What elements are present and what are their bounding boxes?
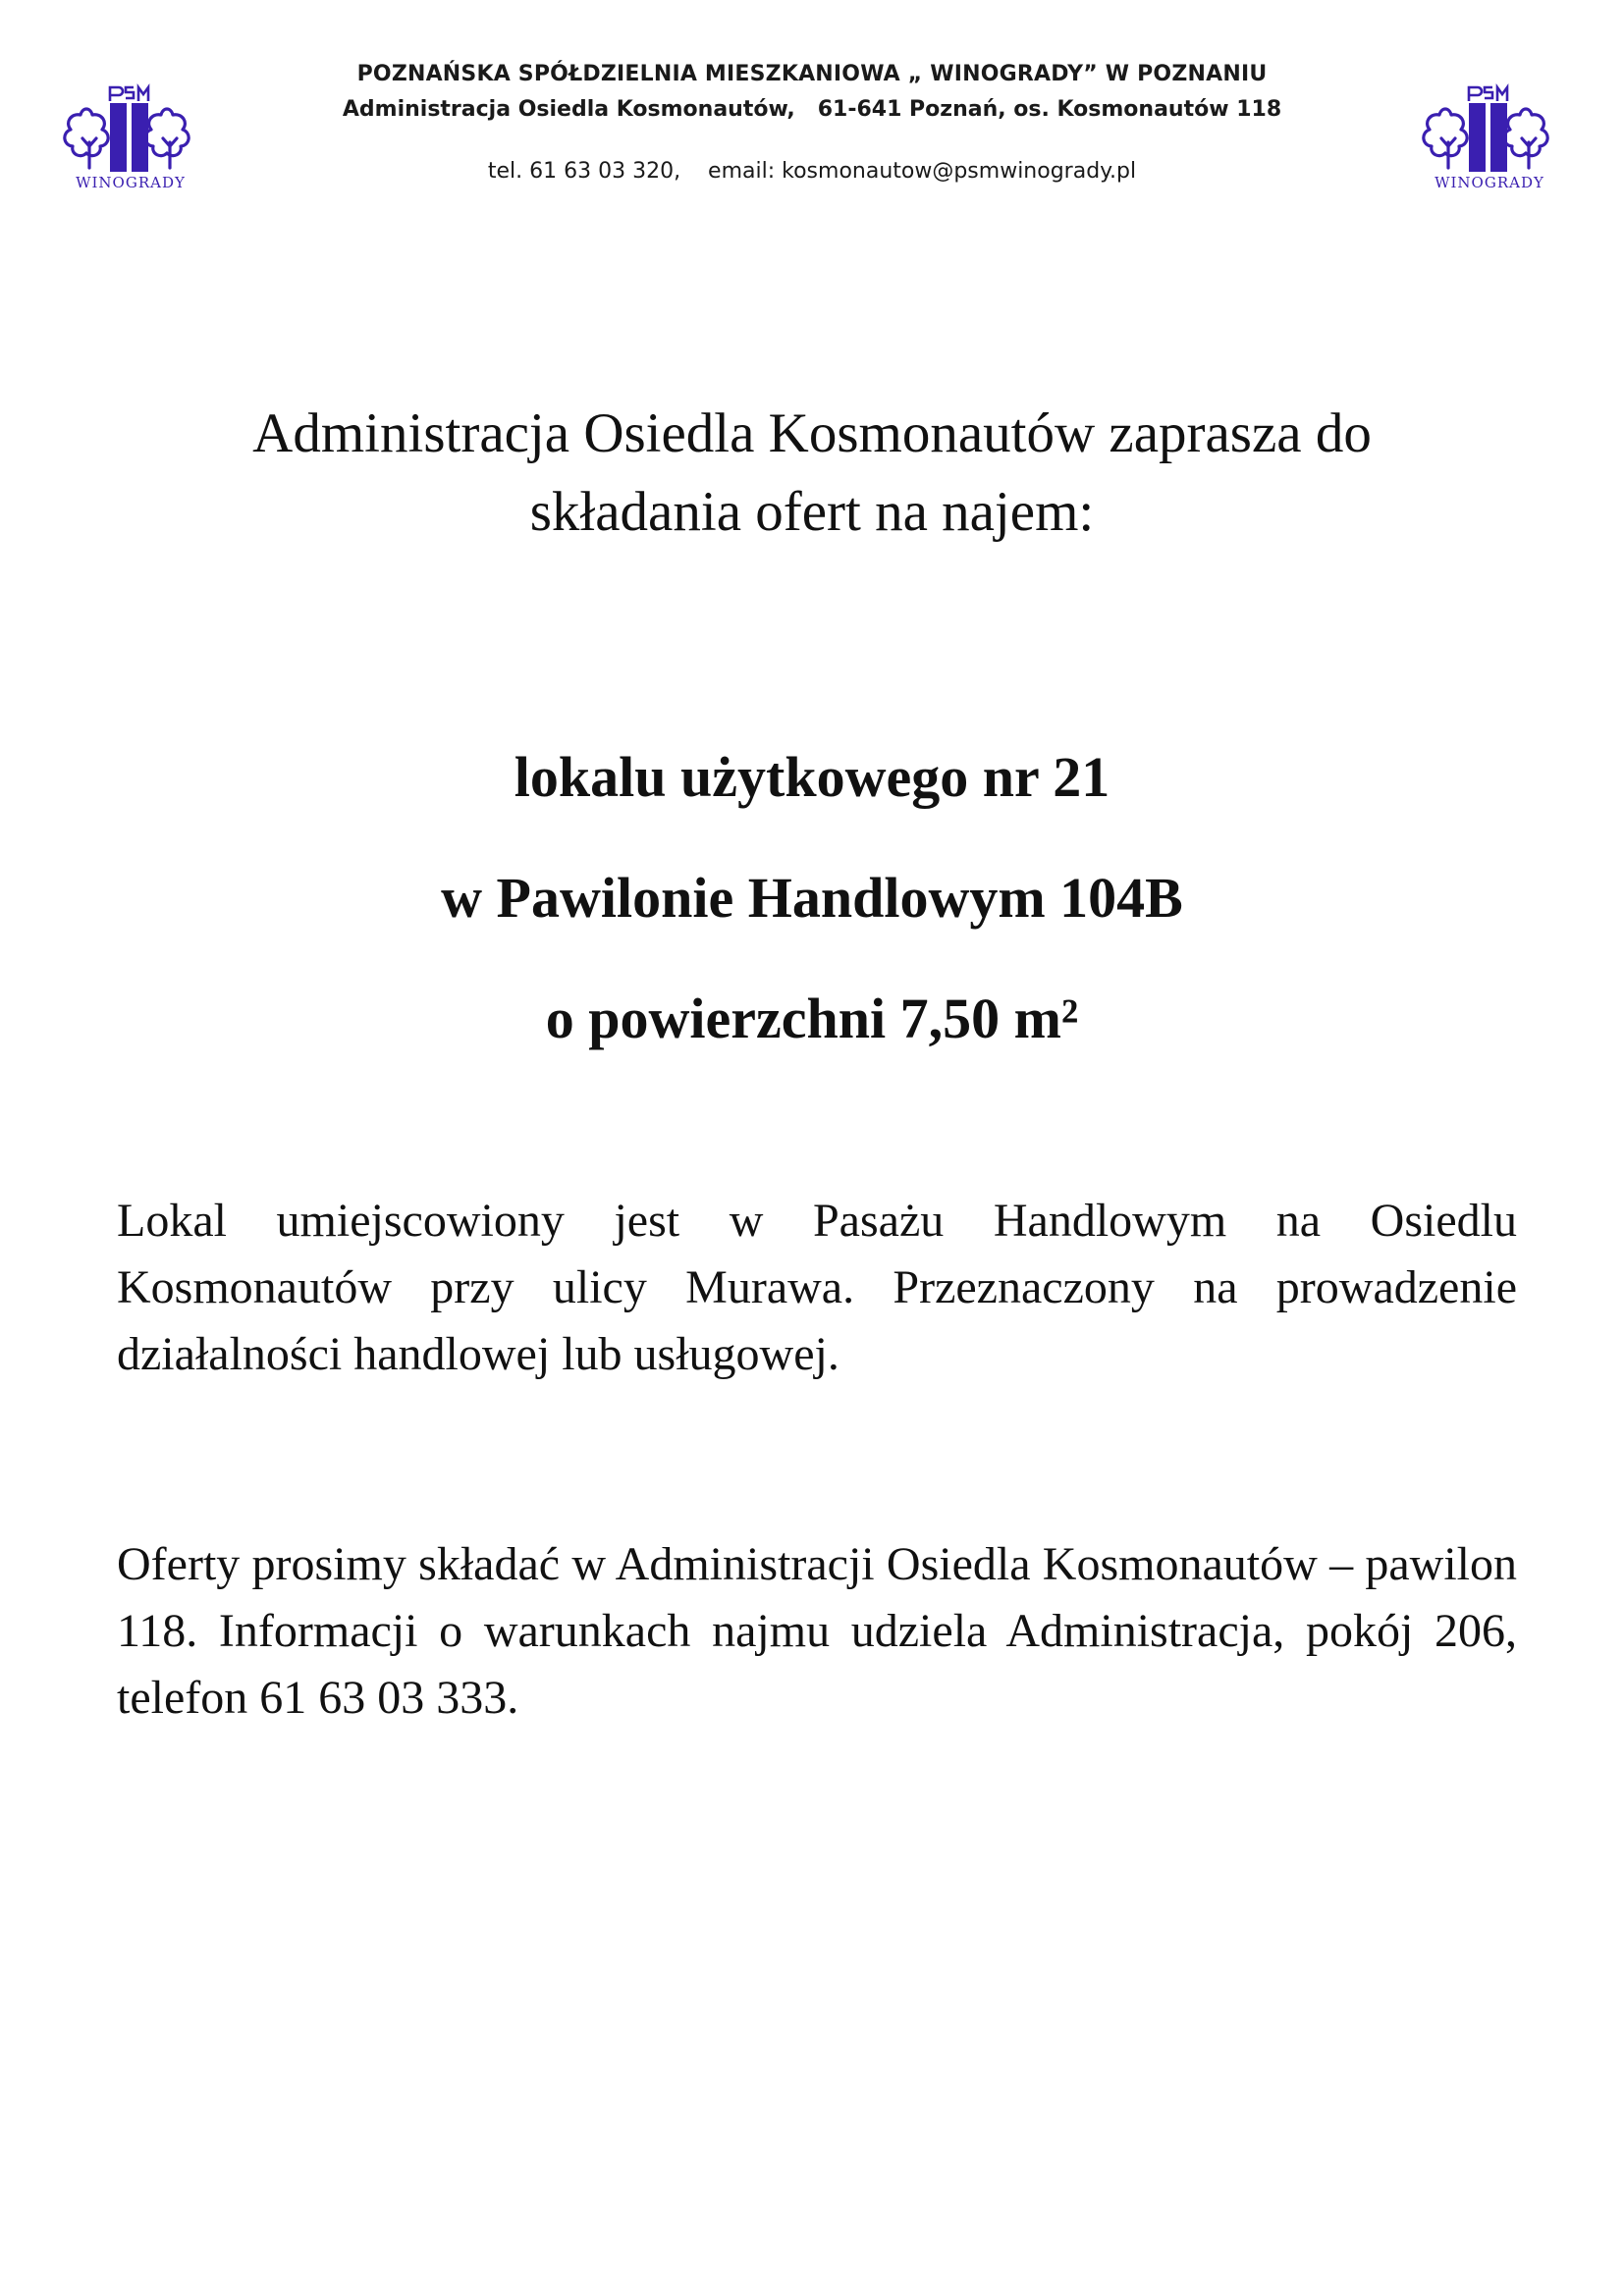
letterhead — [245, 57, 1379, 187]
subject-line-2: w Pawilonie Handlowym 104B — [441, 866, 1183, 930]
invitation-line-1: Administracja Osiedla Kosmonautów zaprasza do — [252, 402, 1372, 464]
invitation-heading — [98, 395, 1526, 552]
psm-logo-icon — [1406, 74, 1573, 191]
psm-winogrady-logo-left — [47, 74, 214, 191]
organization-name: POZNAŃSKA SPÓŁDZIELNIA MIESZKANIOWA „ WINOGRADY” W POZNANIU — [356, 62, 1268, 86]
logo-caption: WINOGRADY — [76, 174, 186, 191]
subject-line-1: lokalu użytkowego nr 21 — [514, 745, 1110, 809]
location-paragraph: Lokal umiejscowiony jest w Pasażu Handlowym na Osiedlu Kosmonautów przy ulicy Murawa. Przeznaczony na prowadzenie działalności handlowej lub usługowej. — [117, 1195, 1517, 1380]
offers-paragraph: Oferty prosimy składać w Administracji Osiedla Kosmonautów – pawilon 118. Informacji o warunkach najmu udziela Administracja, pokój 206, telefon 61 63 03 333. — [117, 1538, 1517, 1724]
contact-info: tel. 61 63 03 320, email: kosmonautow@psmwinogrady.pl — [487, 159, 1137, 184]
psm-winogrady-logo-right — [1406, 74, 1573, 191]
subject-line-3: o powierzchni 7,50 m² — [545, 987, 1079, 1050]
invitation-line-2: składania ofert na najem: — [529, 481, 1095, 543]
logo-caption: WINOGRADY — [1435, 174, 1544, 191]
administration-address: Administracja Osiedla Kosmonautów, 61-641 Poznań, os. Kosmonautów 118 — [342, 97, 1282, 122]
psm-logo-icon — [47, 74, 214, 191]
rental-subject — [98, 717, 1526, 1079]
